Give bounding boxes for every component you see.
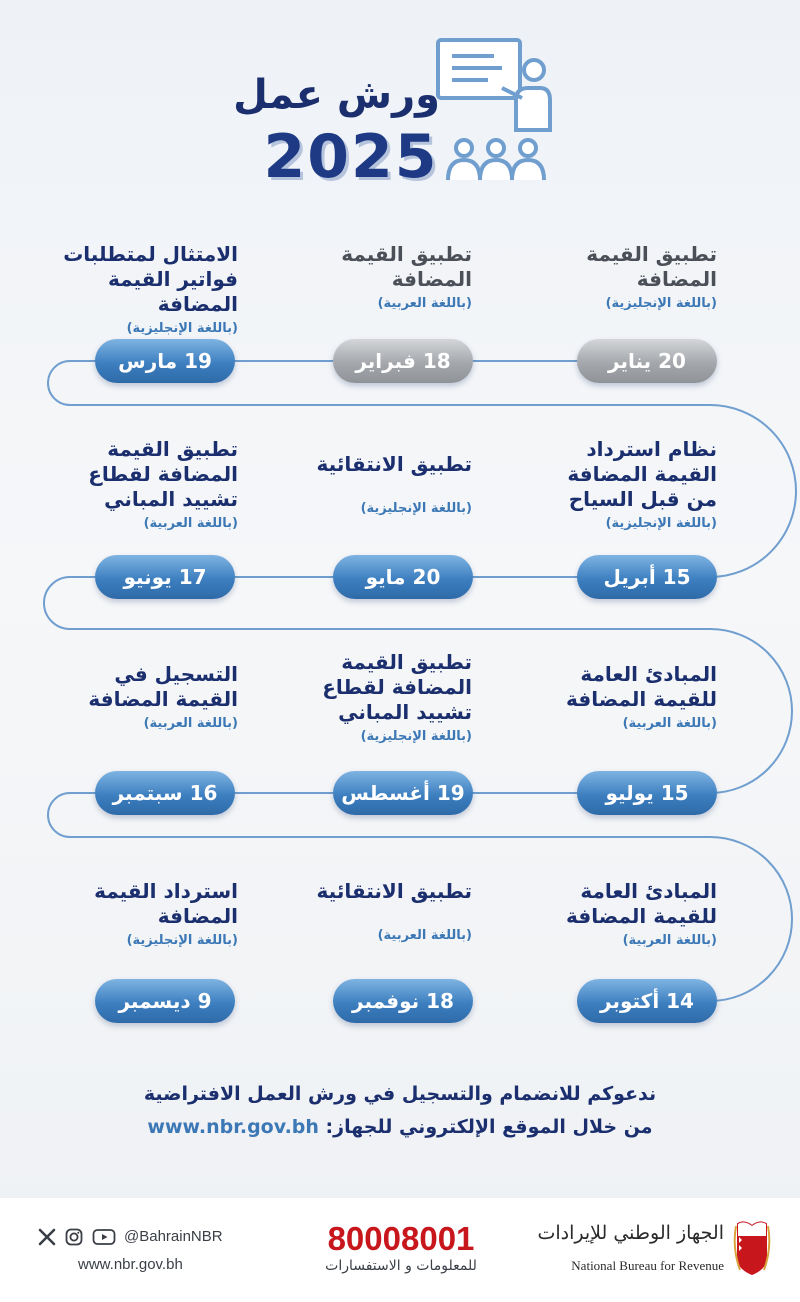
workshop-language: (باللغة الإنجليزية) bbox=[360, 501, 472, 516]
workshop-language: (باللغة الإنجليزية) bbox=[126, 321, 238, 336]
workshop-title: الامتثال لمتطلبات فواتير القيمة المضافة bbox=[63, 242, 238, 316]
invitation-text: ندعوكم للانضمام والتسجيل في ورش العمل الافتراضية bbox=[143, 1083, 657, 1105]
workshop-title: المبادئ العامة للقيمة المضافة bbox=[566, 662, 717, 711]
workshop-item bbox=[282, 452, 472, 516]
date-badge: 15 أبريل bbox=[577, 555, 717, 599]
date-badge: 20 مايو bbox=[333, 555, 473, 599]
date-badge: 16 سبتمبر bbox=[95, 771, 235, 815]
date-badge: 19 أغسطس bbox=[333, 771, 473, 815]
workshop-language: (باللغة الإنجليزية) bbox=[360, 729, 472, 744]
workshop-title: نظام استرداد القيمة المضافة من قبل السياح bbox=[567, 437, 717, 511]
workshop-item bbox=[527, 662, 717, 731]
page-title: ورش عمل bbox=[233, 72, 440, 118]
workshop-title: تطبيق القيمة المضافة bbox=[586, 242, 717, 291]
instagram-icon[interactable] bbox=[65, 1228, 83, 1246]
date-badge: 15 يوليو bbox=[577, 771, 717, 815]
workshop-item bbox=[48, 437, 238, 531]
bahrain-emblem-logo bbox=[732, 1218, 772, 1276]
workshop-item bbox=[282, 879, 472, 943]
workshop-title: تطبيق الانتقائية bbox=[316, 452, 472, 476]
workshop-item bbox=[48, 242, 238, 336]
workshop-language: (باللغة العربية) bbox=[143, 516, 238, 531]
workshop-language: (باللغة العربية) bbox=[377, 928, 472, 943]
date-badge: 19 مارس bbox=[95, 339, 235, 383]
social-handle[interactable]: @BahrainNBR bbox=[124, 1228, 223, 1245]
workshop-item bbox=[527, 879, 717, 948]
workshop-language: (باللغة العربية) bbox=[143, 716, 238, 731]
workshop-language: (باللغة الإنجليزية) bbox=[605, 296, 717, 311]
footer bbox=[0, 1198, 800, 1302]
workshop-item bbox=[527, 242, 717, 311]
hotline-number: 80008001 bbox=[327, 1220, 475, 1257]
invitation-text-line2 bbox=[0, 1116, 800, 1138]
workshop-title: تطبيق الانتقائية bbox=[316, 879, 472, 903]
workshop-item bbox=[48, 662, 238, 731]
date-badge: 17 يونيو bbox=[95, 555, 235, 599]
workshop-language: (باللغة العربية) bbox=[622, 716, 717, 731]
workshop-language: (باللغة الإنجليزية) bbox=[605, 516, 717, 531]
workshop-title: المبادئ العامة للقيمة المضافة bbox=[566, 879, 717, 928]
workshop-item bbox=[282, 650, 472, 744]
website-link[interactable]: www.nbr.gov.bh bbox=[147, 1116, 319, 1138]
date-badge: 9 ديسمبر bbox=[95, 979, 235, 1023]
footer-website-link[interactable]: www.nbr.gov.bh bbox=[78, 1256, 183, 1273]
workshop-item bbox=[282, 242, 472, 311]
workshop-language: (باللغة العربية) bbox=[622, 933, 717, 948]
org-name-english: National Bureau for Revenue bbox=[571, 1258, 724, 1273]
workshop-title: تطبيق القيمة المضافة لقطاع تشييد المباني bbox=[88, 437, 238, 511]
workshop-item bbox=[48, 879, 238, 948]
workshop-language: (باللغة العربية) bbox=[377, 296, 472, 311]
date-badge: 18 فبراير bbox=[333, 339, 473, 383]
date-badge: 18 نوفمبر bbox=[333, 979, 473, 1023]
x-icon[interactable] bbox=[38, 1228, 56, 1246]
workshop-title: استرداد القيمة المضافة bbox=[94, 879, 238, 928]
workshop-title: التسجيل في القيمة المضافة bbox=[88, 662, 238, 711]
invitation-prefix: من خلال الموقع الإلكتروني للجهاز: bbox=[325, 1116, 653, 1138]
year-heading: 2025 bbox=[263, 122, 439, 192]
workshop-language: (باللغة الإنجليزية) bbox=[126, 933, 238, 948]
workshop-title: تطبيق القيمة المضافة لقطاع تشييد المباني bbox=[322, 650, 472, 724]
date-badge: 20 يناير bbox=[577, 339, 717, 383]
hotline-caption: للمعلومات و الاستفسارات bbox=[325, 1258, 477, 1274]
org-name-arabic: الجهاز الوطني للإيرادات bbox=[537, 1222, 724, 1244]
youtube-icon[interactable] bbox=[92, 1228, 116, 1246]
date-badge: 14 أكتوبر bbox=[577, 979, 717, 1023]
workshop-item bbox=[527, 437, 717, 531]
workshop-title: تطبيق القيمة المضافة bbox=[341, 242, 472, 291]
